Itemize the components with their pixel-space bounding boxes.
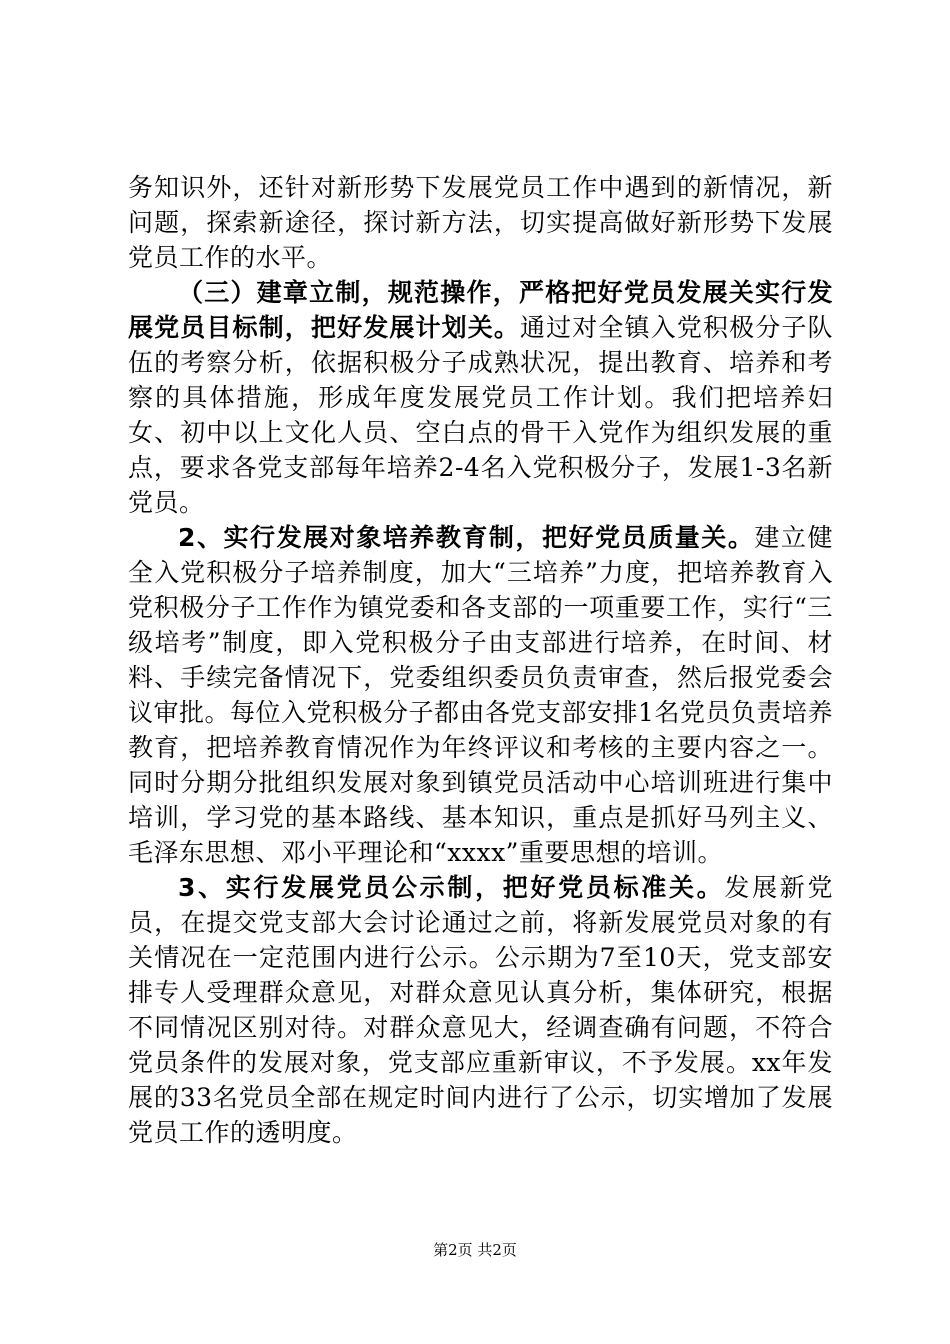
paragraph-text: 发展新党员，在提交党支部大会讨论通过之前，将新发展党员对象的有关情况在一定范围内进行公示。公示期为7至10天，党支部安排专人受理群众意见，对群众意见认真分析，集体研究，根据不同情况区别对待。对群众意见大，经调查确有问题，不符合党员条件的发展对象，党支部应重新审议，不予发展。xx年发展的33名党员全部在规定时间内进行了公示，切实增加了发展党员工作的透明度。 [128,873,833,1147]
item-heading: 2、实行发展对象培养教育制，把好党员质量关。 [178,523,755,552]
page-footer [0,1240,950,1260]
paragraph-section-three [128,275,833,520]
paragraph-text: 通过对全镇入党积极分子队伍的考察分析，依据积极分子成熟状况，提出教育、培养和考察的具体措施，形成年度发展党员工作计划。我们把培养妇女、初中以上文化人员、空白点的骨干入党作为组织发展的重点，要求各党支部每年培养2-4名入党积极分子，发展1-3名新党员。 [128,313,833,517]
document-body [128,170,833,1150]
item-heading: 3、实行发展党员公示制，把好党员标准关。 [178,873,725,902]
paragraph-item-2 [128,520,833,870]
paragraph-text: 建立健全入党积极分子培养制度，加大“三培养”力度，把培养教育入党积极分子工作作为镇党委和各支部的一项重要工作，实行“三级培考”制度，即入党积极分子由支部进行培养，在时间、材料、手续完备情况下，党委组织委员负责审查，然后报党委会议审批。每位入党积极分子都由各党支部安排1名党员负责培养教育，把培养教育情况作为年终评议和考核的主要内容之一。同时分期分批组织发展对象到镇党员活动中心培训班进行集中培训，学习党的基本路线、基本知识，重点是抓好马列主义、毛泽东思想、邓小平理论和“xxxx”重要思想的培训。 [128,523,833,867]
paragraph-text: 务知识外，还针对新形势下发展党员工作中遇到的新情况，新问题，探索新途径，探讨新方法，切实提高做好新形势下发展党员工作的水平。 [128,173,833,272]
section-heading: （三）建章立制，规范操作，严格把好党员发展关实行发展党员目标制，把好发展计划关。 [128,278,833,342]
paragraph-continuation [128,170,833,275]
paragraph-item-3 [128,870,833,1150]
page-number-label: 第2页 共2页 [433,1241,517,1259]
